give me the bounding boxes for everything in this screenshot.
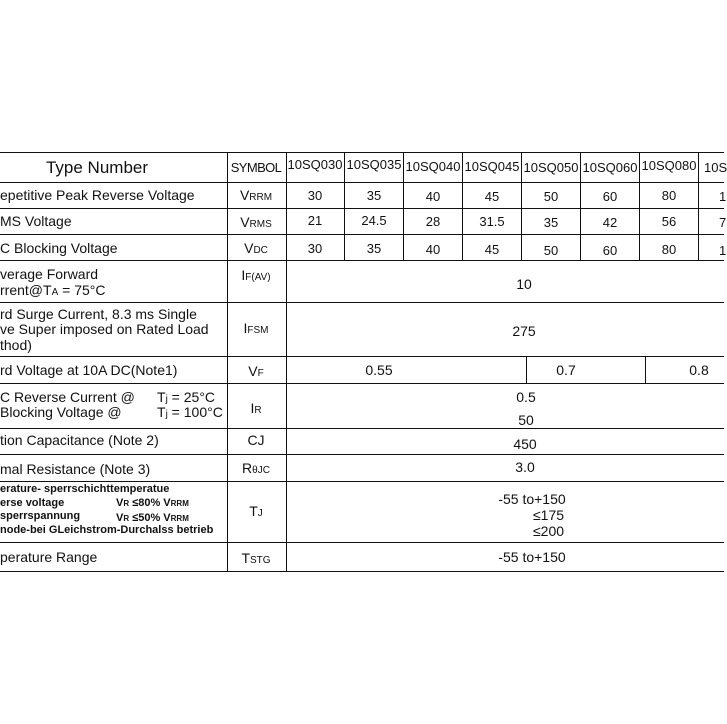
value-cell: 60	[602, 243, 618, 258]
symbol-main: I	[241, 267, 246, 283]
model-header: 10SQ045	[464, 159, 520, 174]
value-cell: 10	[516, 276, 532, 292]
symbol-tj	[249, 504, 263, 519]
value-cell: 7	[719, 215, 727, 230]
value-cell: 80	[661, 242, 677, 257]
table-line	[286, 152, 287, 571]
value-cell: 1	[719, 243, 727, 258]
cond-part: V	[116, 497, 124, 509]
symbol-main: T	[249, 503, 258, 519]
model-header: 10S	[704, 160, 727, 175]
symbol-sub: θJC	[252, 465, 270, 476]
value-cell: 31.5	[479, 214, 505, 229]
table-line	[0, 302, 724, 303]
symbol-tstg	[241, 551, 270, 566]
table-line	[0, 571, 724, 572]
symbol-sub: FSM	[247, 325, 269, 336]
ir-condition-1	[157, 390, 215, 405]
symbol-main: V	[244, 240, 254, 256]
value-cell: 30	[307, 188, 323, 203]
label-part: = 75°C	[58, 282, 106, 298]
row-label-vf: rd Voltage at 10A DC(Note1)	[0, 362, 178, 378]
model-header: 10SQ035	[346, 157, 402, 172]
value-cell: 21	[307, 213, 323, 228]
cond-part: ≤80% V	[129, 497, 171, 509]
value-cell: 60	[602, 189, 618, 204]
model-header: 10SQ040	[405, 159, 461, 174]
table-line	[462, 152, 463, 260]
value-cell: -55 to+150	[498, 549, 566, 565]
table-line	[227, 152, 228, 571]
row-label-ifav-line1: verage Forward	[0, 266, 99, 282]
value-cell: 450	[513, 436, 537, 452]
row-label-rjc: mal Resistance (Note 3)	[0, 461, 151, 477]
symbol-rjc	[242, 461, 270, 476]
cond-part: = 100°C	[167, 404, 223, 420]
row-label-vrrm: epetitive Peak Reverse Voltage	[0, 187, 195, 203]
table-line	[0, 234, 724, 235]
value-cell: 45	[484, 242, 500, 257]
model-header: 10SQ080	[641, 158, 697, 173]
cond-part: V	[116, 512, 124, 524]
symbol-vdc	[244, 241, 268, 256]
row-label-ifav-line2	[0, 283, 105, 298]
table-line	[344, 152, 345, 260]
cond-sub: R	[123, 514, 130, 523]
row-label-tstg: perature Range	[0, 549, 98, 565]
tj-condition-1	[116, 498, 189, 509]
table-line	[521, 152, 522, 260]
symbol-sub: RRM	[249, 192, 273, 203]
label-sub: A	[51, 287, 59, 298]
cond-part: = 25°C	[167, 389, 216, 405]
value-cell: 50	[518, 412, 534, 428]
value-cell: 50	[543, 243, 559, 258]
tj-condition-2	[116, 513, 189, 524]
value-cell: 0.5	[516, 389, 536, 405]
row-label-tj-line3: sperrspannung	[0, 510, 81, 522]
cond-sub: j	[165, 394, 168, 405]
value-cell: 0.8	[689, 362, 709, 378]
table-line	[526, 356, 527, 383]
cond-sub: R	[123, 499, 130, 508]
table-line	[0, 383, 724, 384]
table-line	[0, 208, 724, 209]
row-label-tj-line2: erse voltage	[0, 497, 65, 509]
symbol-sub: DC	[253, 245, 268, 256]
symbol-sub: F(AV)	[245, 272, 271, 283]
table-line	[645, 356, 646, 383]
value-cell: 45	[484, 189, 500, 204]
value-cell: 42	[602, 215, 618, 230]
table-line	[403, 152, 404, 260]
value-cell: 50	[543, 189, 559, 204]
symbol-sub: F	[257, 368, 264, 379]
table-line	[0, 481, 724, 482]
value-cell: ≤200	[533, 523, 565, 539]
value-cell: 30	[307, 241, 323, 256]
value-cell: 40	[425, 242, 441, 257]
row-label-ifsm-line3: thod)	[0, 337, 32, 353]
symbol-main: V	[239, 187, 250, 203]
value-cell: 35	[366, 241, 382, 256]
row-label-tj-line1: erature- sperrschichttemperatue	[0, 483, 170, 495]
symbol-main: I	[243, 320, 248, 336]
model-header: 10SQ030	[287, 157, 343, 172]
symbol-sub: RMS	[249, 219, 272, 230]
cond-part: T	[157, 404, 166, 420]
value-cell: 0.7	[556, 362, 576, 378]
symbol-ir	[250, 401, 261, 416]
model-header: 10SQ060	[582, 160, 638, 175]
cond-part: T	[157, 389, 166, 405]
type-number-header: Type Number	[45, 158, 149, 177]
value-cell: 1	[719, 189, 727, 204]
table-line	[580, 152, 581, 260]
row-label-vrms: MS Voltage	[0, 213, 72, 229]
row-label-ir-line2: Blocking Voltage @	[0, 404, 122, 420]
ir-condition-2	[157, 405, 223, 420]
table-line	[639, 152, 640, 260]
value-cell: 28	[425, 214, 441, 229]
symbol-vf	[248, 364, 263, 379]
table-line	[0, 260, 724, 261]
table-line	[0, 428, 724, 429]
symbol-main: R	[242, 460, 253, 476]
value-cell: 56	[661, 214, 677, 229]
cond-sub: RRM	[170, 499, 189, 508]
value-cell: 35	[366, 188, 382, 203]
label-part: rrent@T	[0, 282, 52, 298]
symbol-main: V	[240, 214, 250, 230]
value-cell: 80	[661, 188, 677, 203]
symbol-main: V	[248, 363, 258, 379]
table-line	[0, 152, 724, 153]
table-line	[0, 454, 724, 455]
row-label-cj: tion Capacitance (Note 2)	[0, 432, 159, 448]
symbol-main: T	[241, 550, 250, 566]
table-line	[0, 356, 724, 357]
cond-sub: j	[165, 409, 168, 420]
symbol-sub: R	[254, 405, 262, 416]
symbol-main: I	[250, 400, 255, 416]
value-cell: 40	[425, 189, 441, 204]
cond-sub: RRM	[170, 514, 189, 523]
row-label-ifsm-line1: rd Surge Current, 8.3 ms Single	[0, 306, 197, 322]
value-cell: -55 to+150	[498, 491, 566, 507]
symbol-cj: CJ	[247, 432, 265, 448]
symbol-ifsm	[244, 321, 269, 336]
table-line	[0, 542, 724, 543]
value-cell: 35	[543, 215, 559, 230]
value-cell: 0.55	[365, 362, 393, 378]
symbol-sub: J	[257, 508, 263, 519]
symbol-vrrm	[240, 188, 272, 203]
symbol-ifav	[241, 268, 270, 283]
row-label-vdc: C Blocking Voltage	[0, 240, 118, 256]
value-cell: 24.5	[361, 213, 387, 228]
table-line	[698, 152, 699, 260]
table-line	[0, 182, 724, 183]
model-header: 10SQ050	[523, 160, 579, 175]
value-cell: 3.0	[515, 459, 535, 475]
value-cell: 275	[512, 323, 536, 339]
row-label-ir-line1: C Reverse Current @	[0, 389, 135, 405]
cond-part: ≤50% V	[129, 512, 171, 524]
row-label-ifsm-line2: ve Super imposed on Rated Load	[0, 321, 209, 337]
row-label-tj-line4: node-bei GLeichstrom-Durchalss betrieb	[0, 524, 214, 536]
value-cell: ≤175	[533, 507, 565, 523]
symbol-sub: STG	[250, 555, 271, 566]
symbol-header: SYMBOL	[230, 160, 282, 175]
symbol-vrms	[240, 215, 272, 230]
